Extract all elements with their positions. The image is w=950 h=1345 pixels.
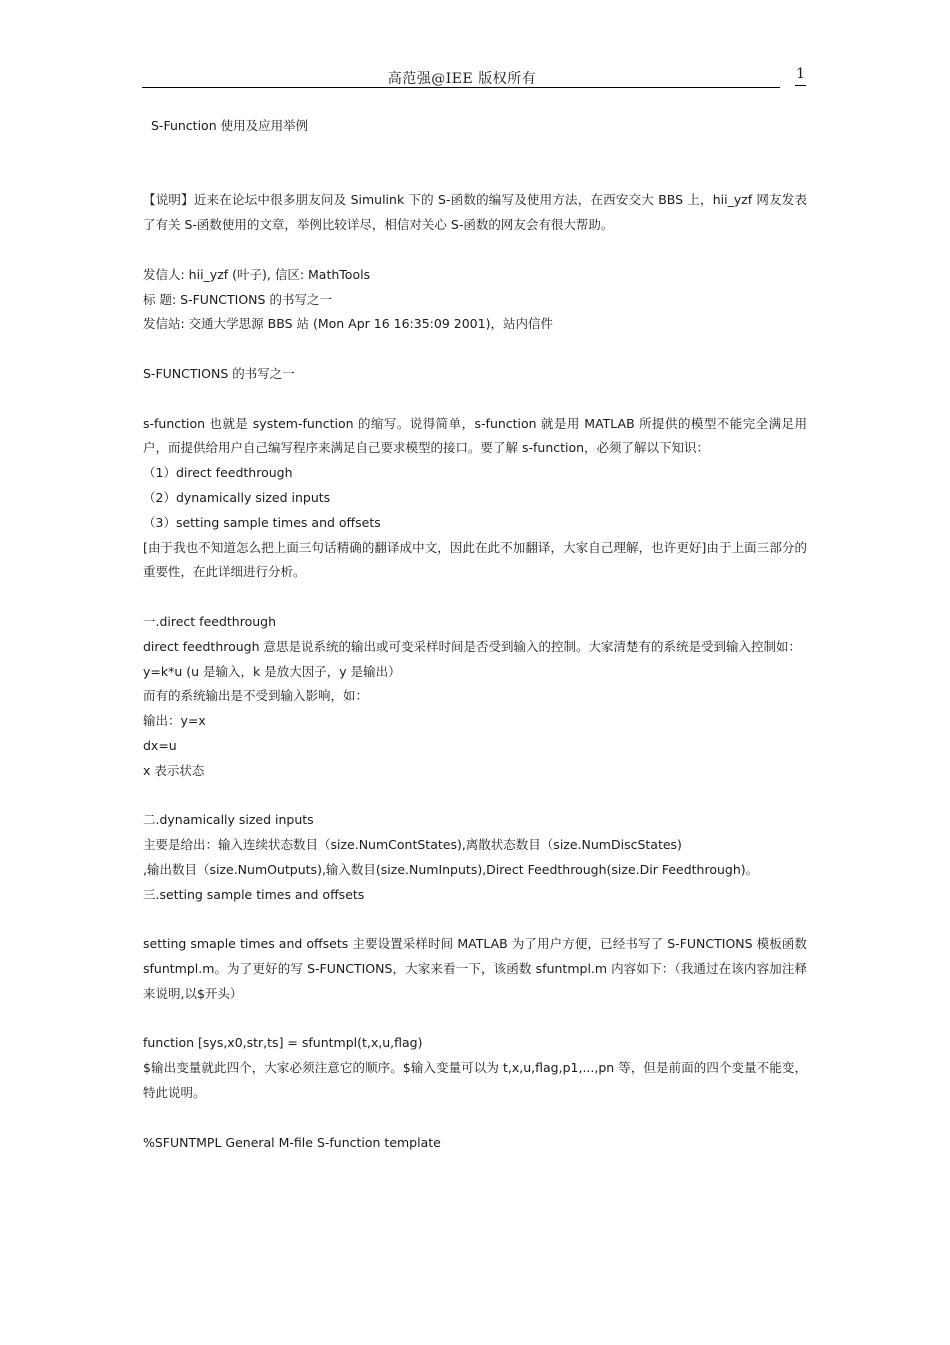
intro-paragraph: 【说明】近来在论坛中很多朋友问及 Simulink 下的 S-函数的编写及使用方法，在西安交大 BBS 上，hii_yzf 网友发表了有关 S-函数使用的文章，举例比较详尽，相信对关心 S-函数的网友会有很大帮助。 [143, 192, 807, 233]
heading-dynamically-sized: 二.dynamically sized inputs [143, 812, 314, 828]
page-number: 1 [795, 66, 806, 86]
equation-line: dx=u [143, 737, 177, 753]
paragraph-sizes-line1: 主要是给出：输入连续状态数目（size.NumContStates),离散状态数目（size.NumDiscStates) [143, 837, 682, 853]
equation-line: x 表示状态 [143, 762, 205, 778]
meta-subject: 标 题: S-FUNCTIONS 的书写之一 [143, 291, 332, 307]
paragraph-sample-times: setting smaple times and offsets 主要设置采样时间 MATLAB 为了用户方便，已经书写了 S-FUNCTIONS 模板函数 sfuntmpl.m。为了更好的写 S-FUNCTIONS，大家来看一下，该函数 sfuntmpl.m 内容如下：（我通过在该内容加注释来说明,以$开头） [143, 936, 807, 1001]
paragraph-output-vars: $输出变量就此四个，大家必须注意它的顺序。$输入变量可以为 t,x,u,flag,p1,...,pn 等，但是前面的四个变量不能变，特此说明。 [143, 1060, 807, 1101]
section-title: S-FUNCTIONS 的书写之一 [143, 365, 295, 381]
list-item: （3）setting sample times and offsets [143, 514, 381, 530]
list-item: （1）direct feedthrough [143, 465, 293, 481]
list-item: （2）dynamically sized inputs [143, 489, 331, 505]
paragraph-no-input: 而有的系统输出是不受到输入影响，如： [143, 688, 369, 704]
header-title: 高范强@IEE 版权所有 [387, 71, 537, 87]
heading-direct-feedthrough: 一.direct feedthrough [143, 613, 277, 629]
doc-title: S-Function 使用及应用举例 [151, 118, 309, 133]
meta-station: 发信站: 交通大学思源 BBS 站 (Mon Apr 16 16:35:09 2001)，站内信件 [143, 316, 553, 332]
header-rule [142, 87, 780, 88]
equation-line: y=k*u (u 是输入，k 是放大因子，y 是输出） [143, 663, 401, 679]
paragraph-sizes-line2: ,输出数目（size.NumOutputs),输入数目(size.NumInputs),Direct Feedthrough(size.Dir Feedthrough)。 [143, 861, 759, 877]
heading-sample-times: 三.setting sample times and offsets [143, 886, 365, 902]
paragraph-direct-feedthrough: direct feedthrough 意思是说系统的输出或可变采样时间是否受到输入的控制。大家清楚有的系统是受到输入控制如： [143, 638, 802, 654]
code-comment-line: %SFUNTMPL General M-file S-function template [143, 1134, 441, 1150]
paragraph-definition: s-function 也就是 system-function 的缩写。说得简单，s-function 就是用 MATLAB 所提供的模型不能完全满足用户，而提供给用户自己编写程序来满足自己要求模型的接口。要了解 s-function，必须了解以下知识： [143, 415, 807, 456]
paragraph-translation-note: [由于我也不知道怎么把上面三句话精确的翻译成中文，因此在此不加翻译，大家自己理解，也许更好]由于上面三部分的重要性，在此详细进行分析。 [143, 539, 807, 580]
equation-line: 输出：y=x [143, 713, 206, 729]
code-line: function [sys,x0,str,ts] = sfuntmpl(t,x,u,flag) [143, 1035, 423, 1051]
document-body [143, 114, 807, 1155]
page-header [142, 66, 806, 90]
meta-sender: 发信人: hii_yzf (叶子), 信区: MathTools [143, 266, 371, 282]
